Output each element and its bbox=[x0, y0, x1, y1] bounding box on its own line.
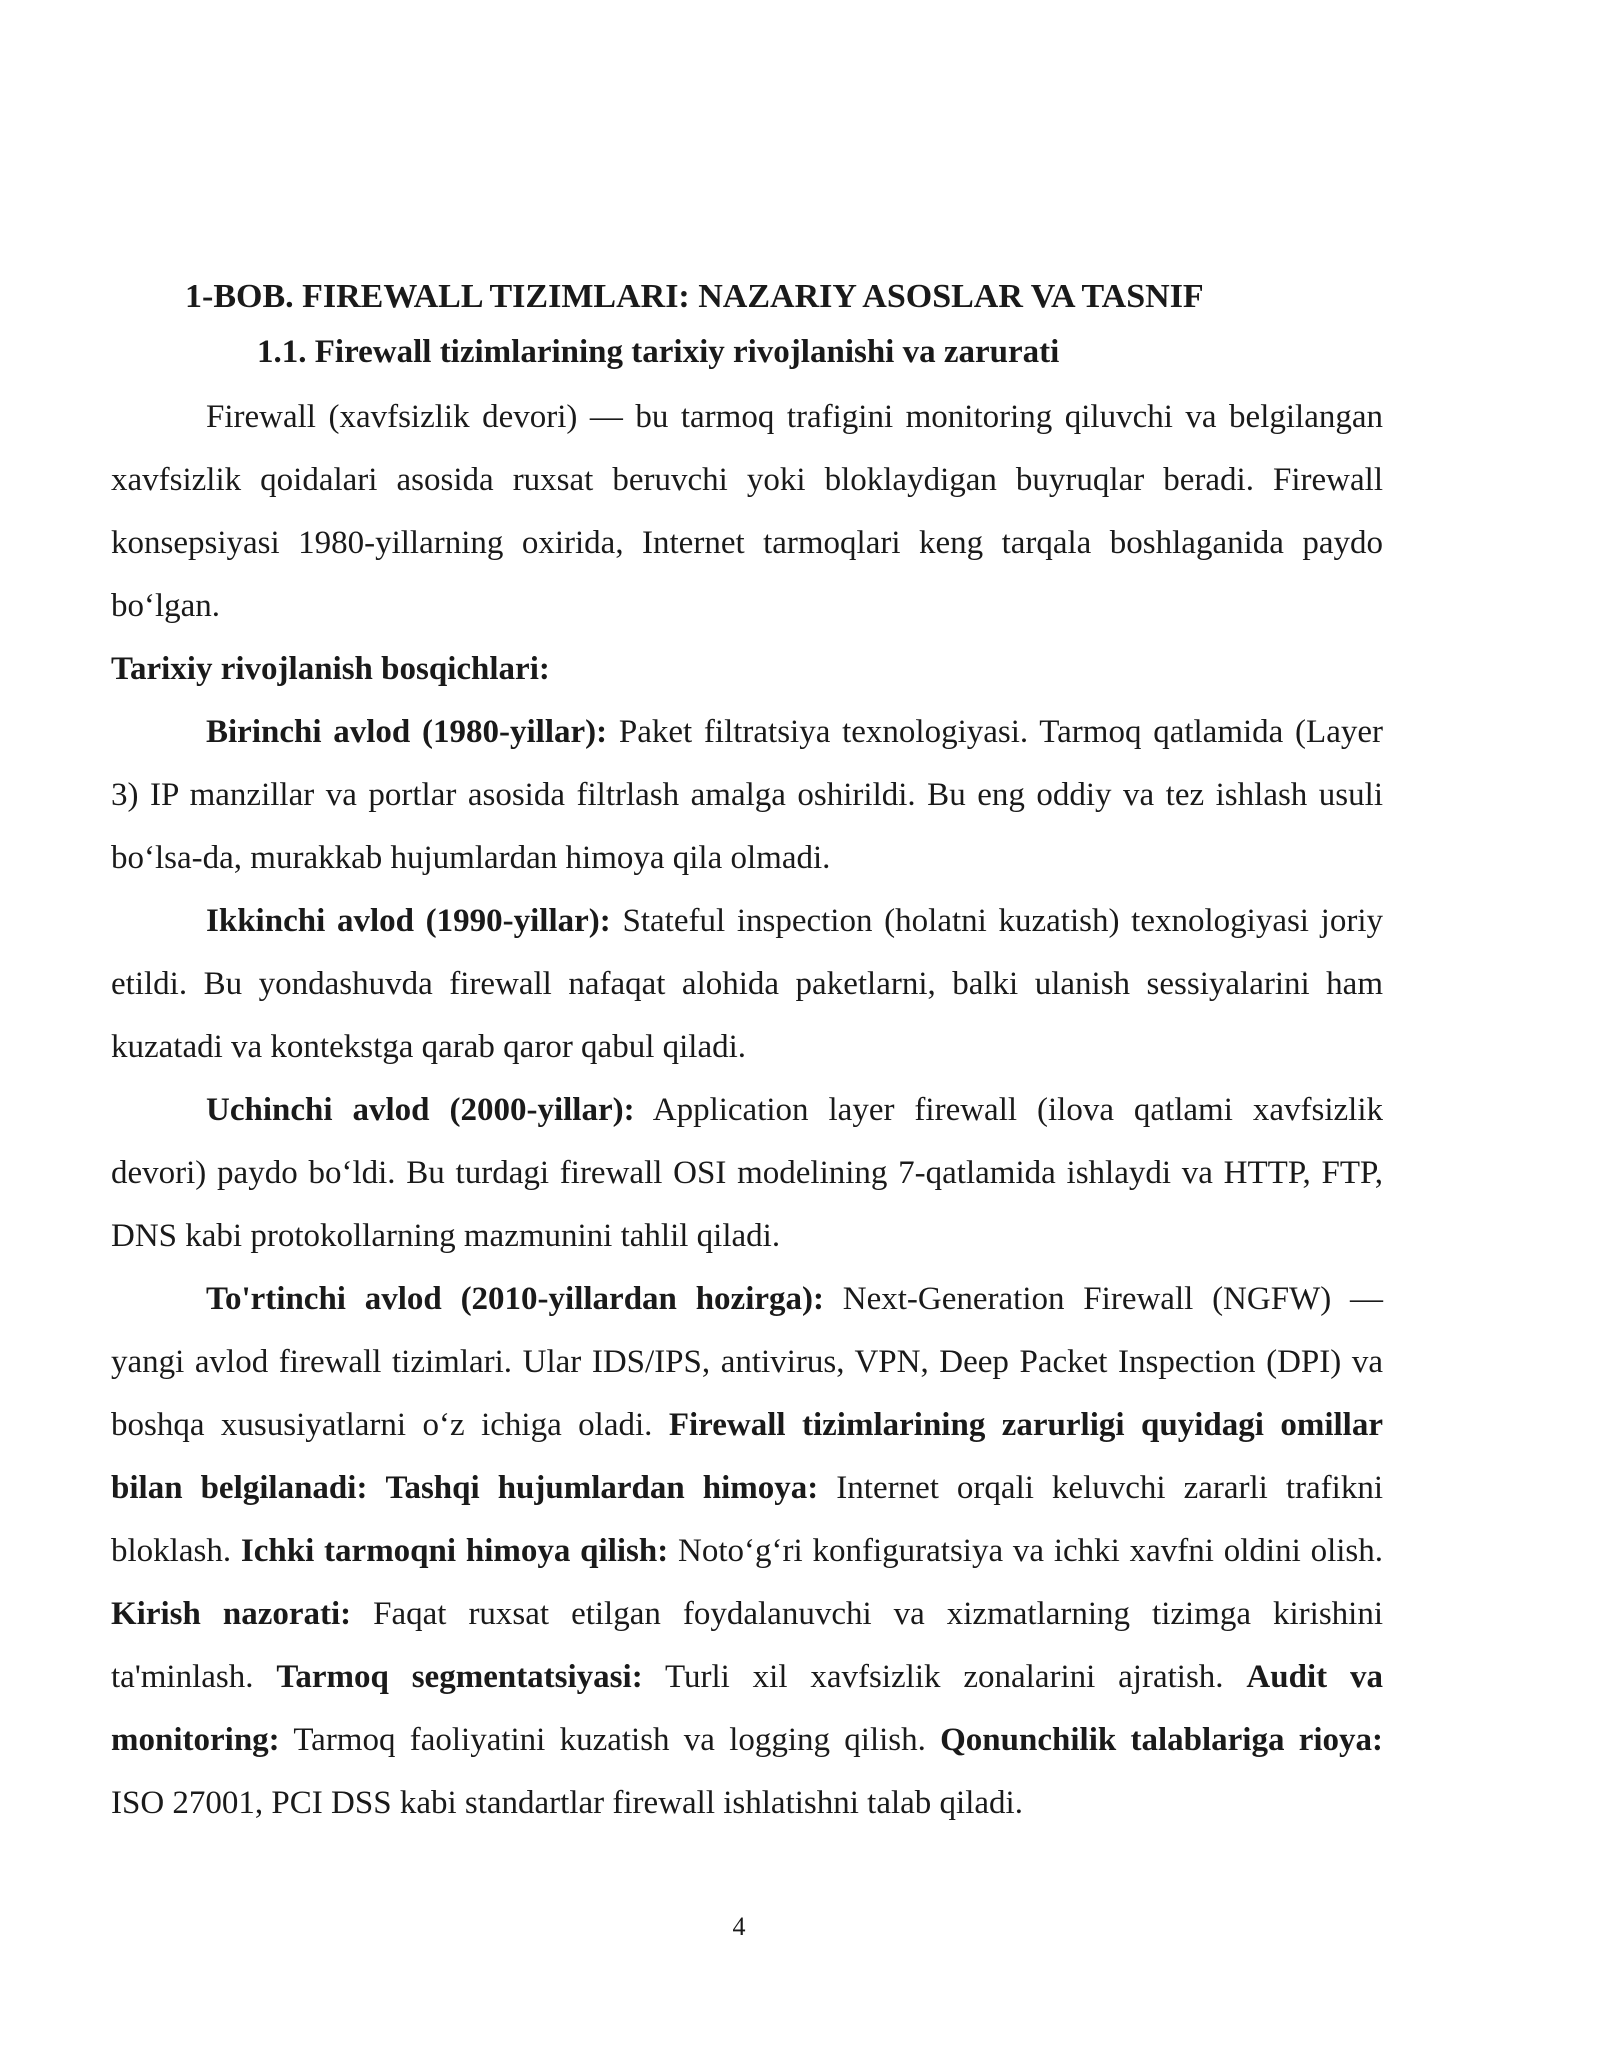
page-content bbox=[111, 272, 1383, 1835]
factor-label-5: Audit va monitoring: bbox=[111, 1659, 1383, 1758]
factor-text-3: Faqat ruxsat etilgan foydalanuvchi va xizmatlarning tizimga kirishini ta'minlash. bbox=[111, 1596, 1383, 1695]
factor-text-4: Turli xil xavfsizlik zonalarini ajratish. bbox=[642, 1659, 1247, 1695]
stage-text-2: Stateful inspection (holatni kuzatish) texnologiyasi joriy etildi. Bu yondashuvda firewall nafaqat alohida paketlarni, balki ulanish sessiyalarini ham kuzatadi va kontekstga qarab qaror qabul qiladi. bbox=[111, 903, 1383, 1065]
factor-text-1: Internet orqali keluvchi zararli trafikni bloklash. bbox=[111, 1470, 1383, 1569]
stages-heading: Tarixiy rivojlanish bosqichlari: bbox=[111, 651, 550, 687]
factor-text-6: ISO 27001, PCI DSS kabi standartlar firewall ishlatishni talab qiladi. bbox=[111, 1785, 1023, 1821]
stage-paragraph-1 bbox=[111, 701, 1383, 890]
factor-label-6: Qonunchilik talablariga rioya: bbox=[940, 1722, 1383, 1758]
stage-paragraph-2 bbox=[111, 890, 1383, 1079]
factor-text-5: Tarmoq faoliyatini kuzatish va logging qilish. bbox=[279, 1722, 941, 1758]
stage-paragraph-3 bbox=[111, 1079, 1383, 1268]
factor-label-2: Ichki tarmoqni himoya qilish: bbox=[240, 1533, 669, 1569]
stage-label-4: To'rtinchi avlod (2010-yillardan hozirga): bbox=[206, 1281, 824, 1317]
stage-label-2: Ikkinchi avlod (1990-yillar): bbox=[206, 903, 611, 939]
stage-paragraph-4 bbox=[111, 1268, 1383, 1835]
stage-text-4: Next-Generation Firewall (NGFW) — yangi avlod firewall tizimlari. Ular IDS/IPS, antivirus, VPN, Deep Packet Inspection (DPI) va boshqa xususiyatlarni o‘z ichiga oladi. bbox=[111, 1281, 1383, 1443]
stage-text-3: Application layer firewall (ilova qatlami xavfsizlik devori) paydo bo‘ldi. Bu turdagi firewall OSI modelining 7-qatlamida ishlaydi va HTTP, FTP, DNS kabi protokollarning mazmunini tahlil qiladi. bbox=[111, 1092, 1383, 1254]
necessity-heading: Firewall tizimlarining zarurligi quyidagi omillar bilan belgilanadi: bbox=[111, 1407, 1383, 1506]
page-number: 4 bbox=[732, 1912, 746, 1941]
stage-text-1: Paket filtratsiya texnologiyasi. Tarmoq qatlamida (Layer 3) IP manzillar va portlar asosida filtrlash amalga oshirildi. Bu eng oddiy va tez ishlash usuli bo‘lsa-da, murakkab hujumlardan himoya qila olmadi. bbox=[111, 714, 1383, 876]
factor-label-3: Kirish nazorati: bbox=[111, 1596, 352, 1632]
factor-label-4: Tarmoq segmentatsiyasi: bbox=[276, 1659, 643, 1695]
stage-label-3: Uchinchi avlod (2000-yillar): bbox=[206, 1092, 635, 1128]
factor-text-2: Noto‘g‘ri konfiguratsiya va ichki xavfni oldini olish. bbox=[668, 1533, 1383, 1569]
section-title: 1.1. Firewall tizimlarining tarixiy rivojlanishi va zarurati bbox=[257, 334, 1060, 370]
chapter-title: 1-BOB. FIREWALL TIZIMLARI: NAZARIY ASOSLAR VA TASNIF bbox=[185, 278, 1204, 315]
factor-label-1: Tashqi hujumlardan himoya: bbox=[385, 1470, 819, 1506]
stage-label-1: Birinchi avlod (1980-yillar): bbox=[206, 714, 608, 750]
intro-paragraph: Firewall (xavfsizlik devori) — bu tarmoq trafigini monitoring qiluvchi va belgilangan xavfsizlik qoidalari asosida ruxsat beruvchi yoki bloklaydigan buyruqlar beradi. Firewall konsepsiyasi 1980-yillarning oxirida, Internet tarmoqlari keng tarqala boshlaganida paydo bo‘lgan. bbox=[111, 399, 1383, 624]
